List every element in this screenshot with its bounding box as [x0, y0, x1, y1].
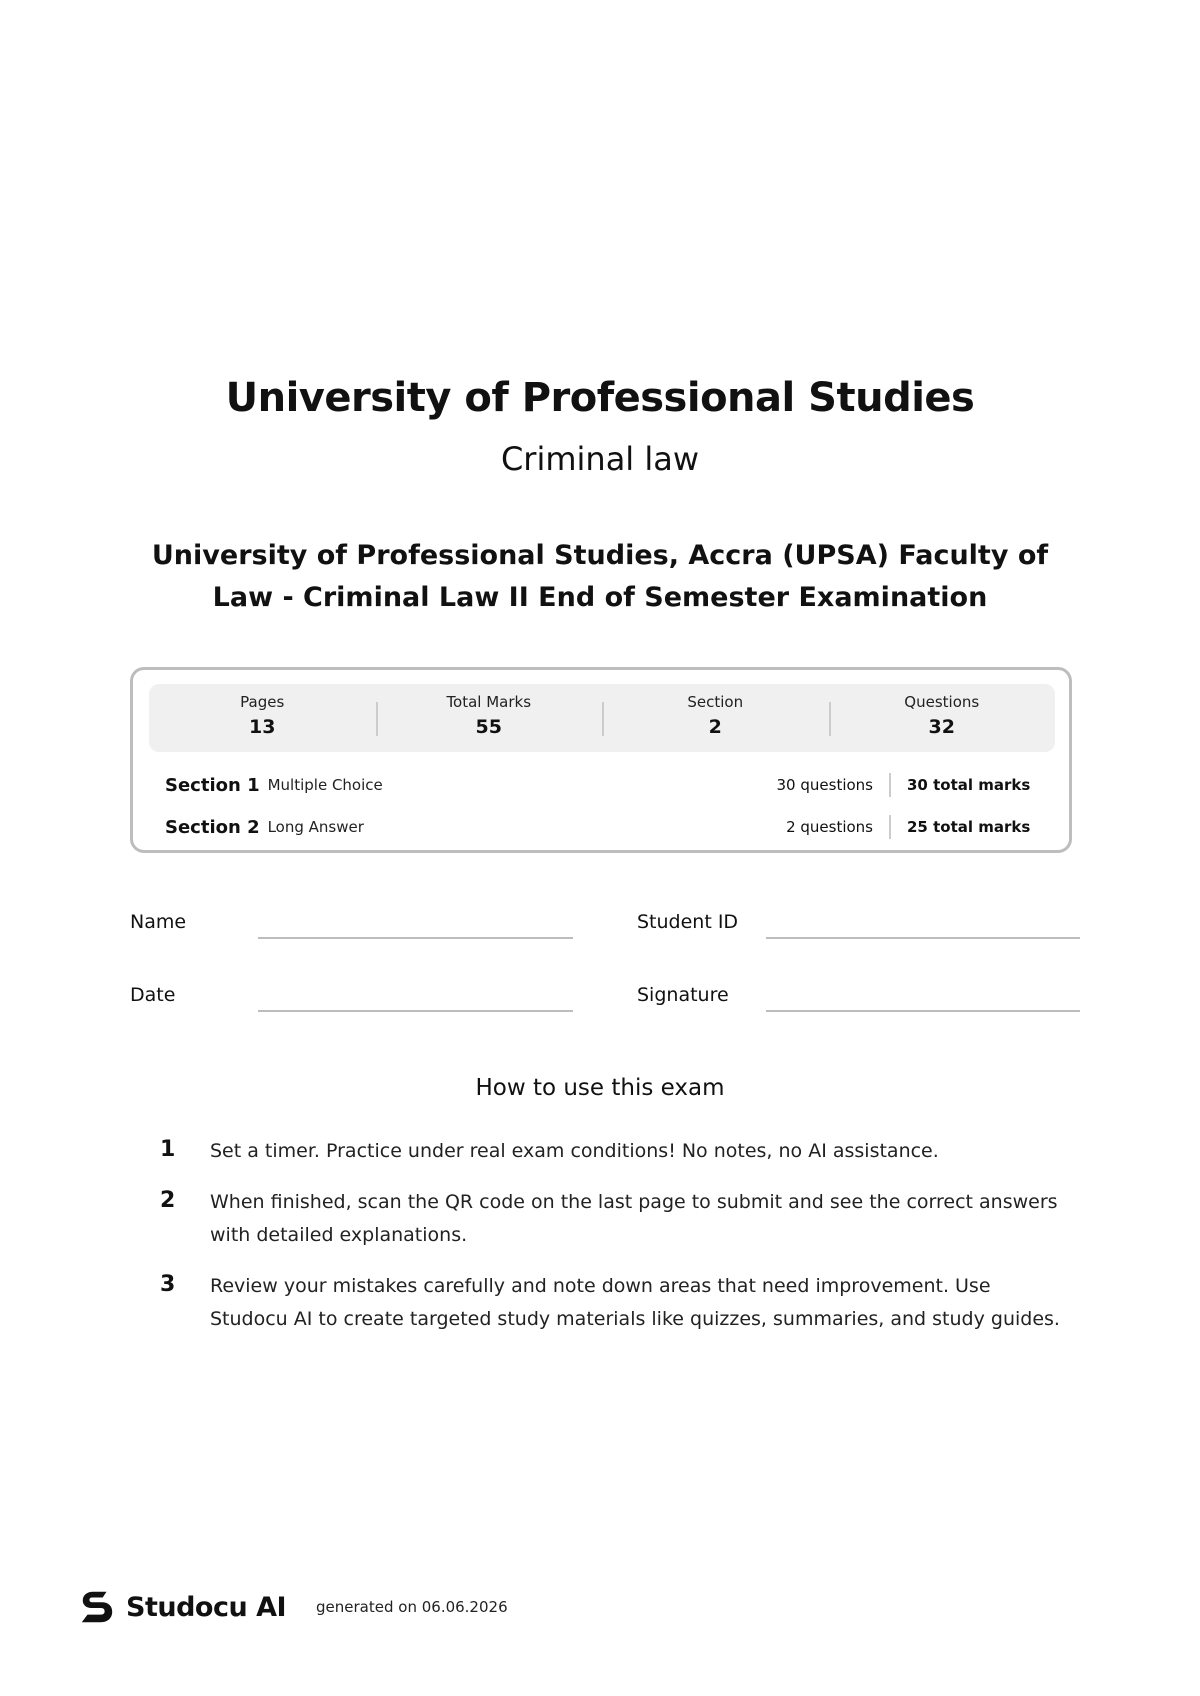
student-id-field[interactable]: [766, 937, 1080, 939]
step-number: 2: [160, 1188, 176, 1213]
list-item: [160, 1186, 1060, 1252]
step-text: Review your mistakes carefully and note down areas that need improvement. Use Studocu AI to create targeted study materials like quizzes, summaries, and study guides.: [210, 1275, 1060, 1330]
stat-label: Section: [687, 693, 744, 711]
section-marks: 25 total marks: [907, 818, 1031, 836]
date-label: Date: [130, 984, 176, 1006]
list-item: [160, 1270, 1060, 1336]
step-text: Set a timer. Practice under real exam conditions! No notes, no AI assistance.: [210, 1140, 939, 1162]
course-title: Criminal law: [500, 440, 700, 478]
section-questions: 30 questions: [776, 776, 873, 794]
stat-label: Questions: [904, 693, 980, 711]
step-number: 1: [160, 1137, 176, 1162]
step-number: 3: [160, 1272, 176, 1297]
signature-label: Signature: [637, 984, 729, 1006]
stat-value: 2: [708, 716, 722, 738]
stat-questions: [829, 684, 1056, 752]
exam-title: University of Professional Studies, Accra (UPSA) Faculty of Law - Criminal Law II End of Semester Examination: [151, 540, 1049, 613]
studocu-logo-icon: [78, 1588, 116, 1626]
section-name: Section 2: [165, 816, 260, 838]
exam-summary-box: [130, 667, 1072, 853]
section-type: Long Answer: [267, 818, 364, 836]
section-row: [165, 812, 1037, 842]
section-name: Section 1: [165, 774, 260, 796]
name-field[interactable]: [258, 937, 573, 939]
stats-bar: [149, 684, 1055, 752]
section-row: [165, 770, 1037, 800]
stat-label: Total Marks: [446, 693, 532, 711]
stat-value: 32: [928, 716, 955, 738]
signature-field[interactable]: [766, 1010, 1080, 1012]
student-id-label: Student ID: [637, 911, 739, 933]
list-item: [160, 1135, 1060, 1168]
section-type: Multiple Choice: [267, 776, 383, 794]
stat-total-marks: [376, 684, 603, 752]
section-questions: 2 questions: [786, 818, 873, 836]
stat-label: Pages: [240, 693, 285, 711]
generated-date: generated on 06.06.2026: [316, 1598, 508, 1616]
university-title: University of Professional Studies: [225, 375, 975, 421]
step-text: When finished, scan the QR code on the last page to submit and see the correct answers with detailed explanations.: [210, 1191, 1058, 1246]
instructions-heading: How to use this exam: [475, 1075, 725, 1101]
name-label: Name: [130, 911, 187, 933]
section-marks: 30 total marks: [907, 776, 1031, 794]
stat-pages: [149, 684, 376, 752]
stat-value: 13: [249, 716, 276, 738]
stat-section: [602, 684, 829, 752]
footer: [78, 1588, 508, 1626]
stat-value: 55: [475, 716, 502, 738]
instructions-list: [160, 1135, 1060, 1354]
brand-name: Studocu AI: [126, 1591, 287, 1623]
date-field[interactable]: [258, 1010, 573, 1012]
